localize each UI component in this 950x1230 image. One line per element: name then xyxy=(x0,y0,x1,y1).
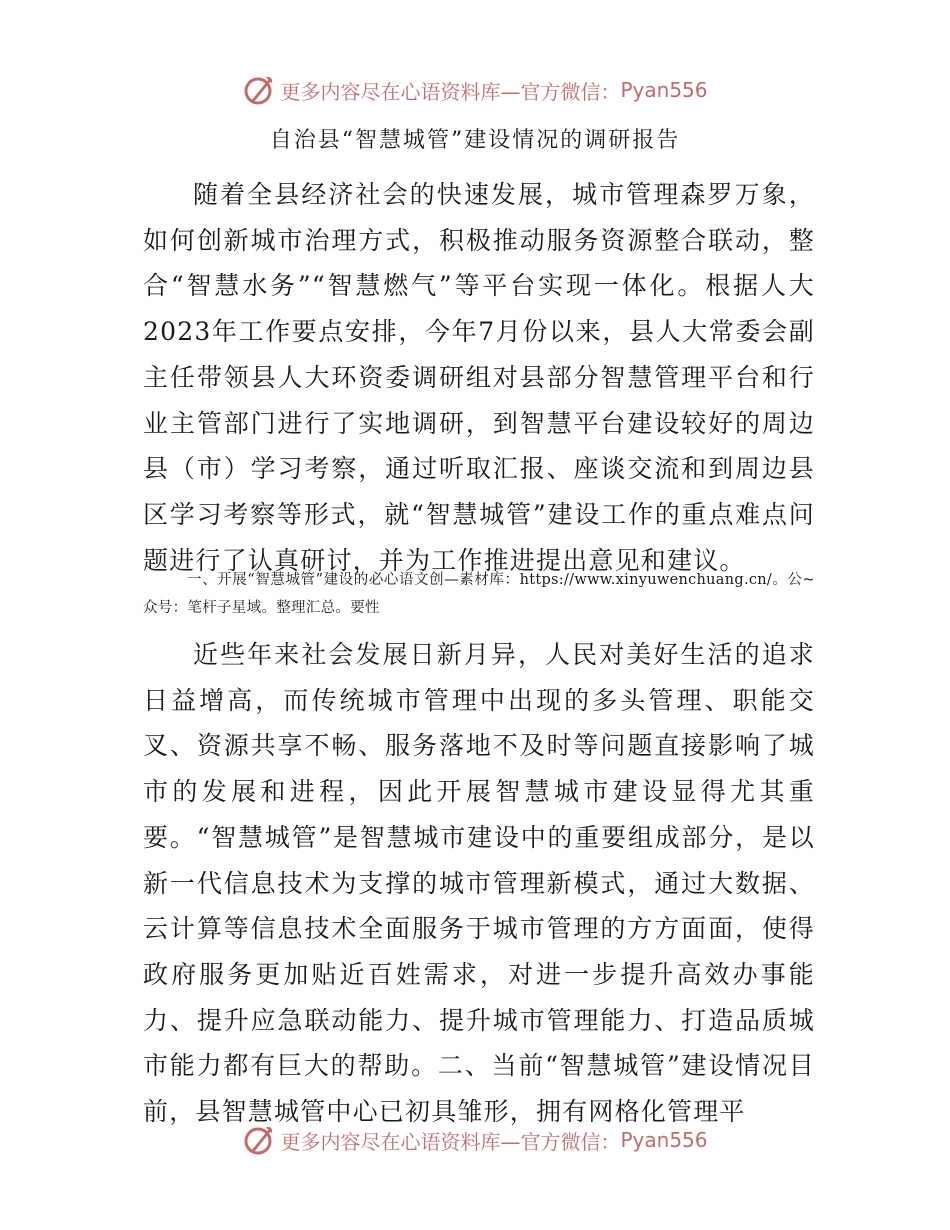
footer-banner xyxy=(0,1118,950,1162)
banner-text: 更多内容尽在心语资料库—官方微信： xyxy=(280,1129,621,1154)
banner-wechat-id: Pyan556 xyxy=(620,78,708,102)
paragraph-intro: 随着全县经济社会的快速发展，城市管理森罗万象，如何创新城市治理方式，积极推动服务资源整合联动，整合“智慧水务”“智慧燃气”等平台实现一体化。根据人大2023年工作要点安排，今年7月份以来，县人大常委会副主任带领县人大环资委调研组对县部分智慧管理平台和行业主管部门进行了实地调研，到智慧平台建设较好的周边县（市）学习考察，通过听取汇报、座谈交流和到周边县区学习考察等形式，就“智慧城管”建设工作的重点难点问题进行了认真研讨，并为工作推进提出意见和建议。 xyxy=(143,180,815,575)
paragraph-body: 近些年来社会发展日新月异，人民对美好生活的追求日益增高，而传统城市管理中出现的多头管理、职能交叉、资源共享不畅、服务落地不及时等问题直接影响了城市的发展和进程，因此开展智慧城市建设显得尤其重要。“智慧城管”是智慧城市建设中的重要组成部分，是以新一代信息技术为支撑的城市管理新模式，通过大数据、云计算等信息技术全面服务于城市管理的方方面面，使得政府服务更加贴近百姓需求，对进一步提升高效办事能力、提升应急联动能力、提升城市管理能力、打造品质城市能力都有巨大的帮助。二、当前“智慧城管”建设情况目前，县智慧城管中心已初具雏形，拥有网格化管理平 xyxy=(143,640,815,1127)
banner-text: 更多内容尽在心语资料库—官方微信： xyxy=(280,79,621,104)
quill-logo-icon xyxy=(242,1123,276,1157)
paragraph-section-heading: 一、开展“智慧城管”建设的必心语文创—素材库：https://www.xinyuwenchuang.cn/。公~众号：笔杆子星域。整理汇总。要性 xyxy=(143,572,815,616)
quill-logo-icon xyxy=(242,73,276,107)
header-banner xyxy=(0,68,950,112)
document-title: 自治县“智慧城管”建设情况的调研报告 xyxy=(269,128,681,153)
banner-wechat-id: Pyan556 xyxy=(620,1128,708,1152)
